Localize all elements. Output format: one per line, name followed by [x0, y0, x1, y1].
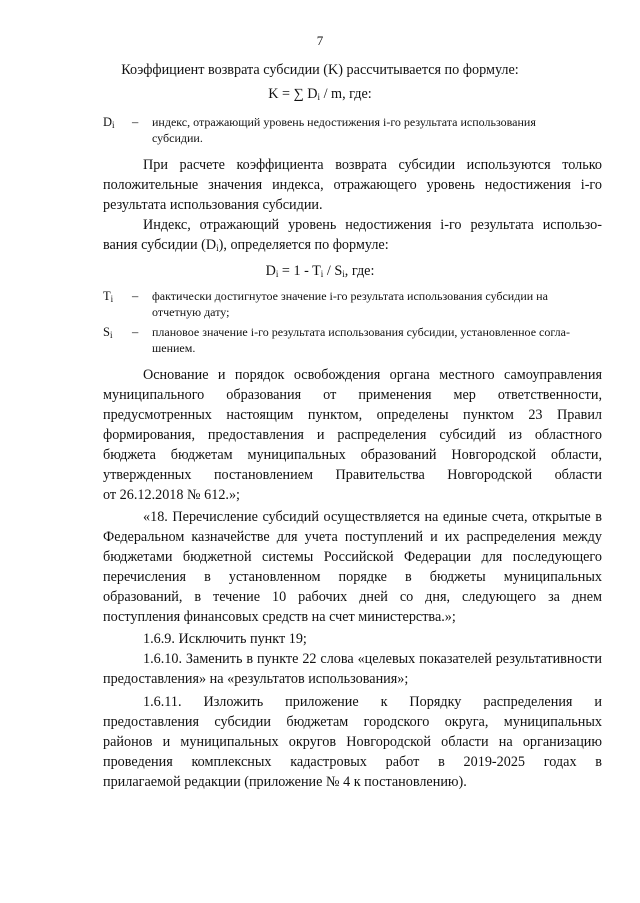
formula1: K = ∑ $D_i$ / m, где:: [268, 86, 372, 102]
def-d-line1: индекс, отражающий уровень недостижения i-го результата использования: [152, 115, 536, 129]
para7-line: районов и муниципальных округов Новгородской области на организацию: [103, 734, 602, 750]
formula2: $D_i = 1 - T_i / S_i$, где:: [265, 263, 375, 279]
para7-line: предоставления субсидии бюджетам городского округа, муниципальных: [103, 714, 602, 730]
def-t-line1: фактически достигнутое значение i-го результата использования субсидии на: [152, 289, 548, 303]
def-d-line2: субсидии.: [152, 131, 203, 145]
page-number: 7: [316, 33, 324, 48]
para4-line: поступления финансовых средств на счет министерства.»;: [103, 609, 456, 625]
para2-line: Индекс, отражающий уровень недостижения i-го результата использо-: [143, 217, 602, 233]
para1-line: положительные значения индекса, отражающего уровень недостижения i-го: [103, 177, 602, 193]
def-s-line2: шением.: [152, 341, 196, 355]
para7-line: 1.6.11. Изложить приложение к Порядку распределения и: [143, 694, 602, 710]
para4-line: образований, в течение 10 рабочих дней со дня, следующего за днем: [103, 589, 602, 605]
para4-line: перечисления в установленном порядке в бюджеты муниципальных: [103, 569, 602, 585]
para3-line: предусмотренных настоящим пунктом, определены пунктом 23 Правил: [103, 407, 602, 423]
para4-line: «18. Перечисление субсидий осуществляется на единые счета, открытые в: [143, 509, 602, 525]
para3-line: Основание и порядок освобождения органа местного самоуправления: [143, 367, 602, 383]
para7-line: проведения комплексных кадастровых работ в 2019-2025 годах в: [103, 754, 602, 770]
para6-line: 1.6.10. Заменить в пункте 22 слова «целевых показателей результативности: [143, 651, 602, 667]
formula1-intro: Коэффициент возврата субсидии (K) рассчитывается по формуле:: [121, 62, 519, 78]
def-t-line2: отчетную дату;: [152, 305, 230, 319]
para6-line: предоставления» на «результатов использования»;: [103, 671, 409, 687]
def-d-symbol: $D_i$: [103, 115, 115, 130]
def-s-dash: –: [132, 325, 139, 339]
def-t-symbol: $T_i$: [103, 289, 114, 304]
para1-line: При расчете коэффициента возврата субсидии используются только: [143, 157, 602, 173]
para4-line: бюджетами бюджетной системы Российской Федерации для последующего: [103, 549, 602, 565]
para7-line: прилагаемой редакции (приложение № 4 к постановлению).: [103, 774, 467, 790]
para3-line: бюджета бюджетам муниципальных образований Новгородской области,: [103, 447, 602, 463]
def-s-line1: плановое значение i-го результата использования субсидии, установленное согла-: [152, 325, 570, 339]
para1-line: результата использования субсидии.: [103, 197, 323, 213]
def-s-symbol: $S_i$: [103, 325, 113, 340]
def-t-dash: –: [132, 289, 139, 303]
para2-line: вания субсидии $(D_i)$, определяется по формуле:: [103, 237, 389, 253]
para3-line: утвержденных постановлением Правительства Новгородской области: [103, 467, 602, 483]
para3-line: муниципального образования от применения мер ответственности,: [103, 387, 602, 403]
para3-line: от 26.12.2018 № 612.»;: [103, 487, 240, 503]
para5: 1.6.9. Исключить пункт 19;: [143, 631, 307, 647]
para3-line: формирования, предоставления и распределения субсидий из областного: [103, 427, 602, 443]
para4-line: Федеральном казначействе для учета поступлений и их распределения между: [103, 529, 602, 545]
def-d-dash: –: [132, 115, 139, 129]
